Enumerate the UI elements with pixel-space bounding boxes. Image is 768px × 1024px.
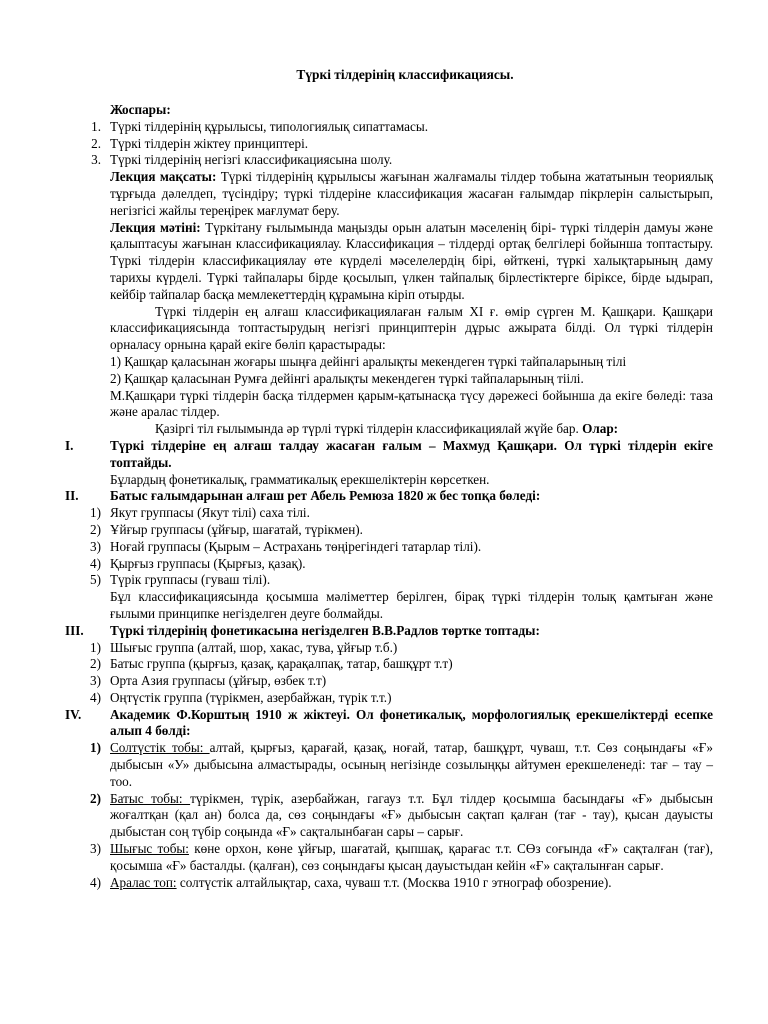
list-number: 2. [91, 135, 101, 151]
section-heading: Академик Ф.Корштың 1910 ж жіктеуі. Ол фонетикалық, морфологиялық ерекшеліктерді есепке алып 4 бөлді: [110, 706, 713, 739]
section-heading: Батыс ғалымдарынан алғаш рет Абель Ремюза 1820 ж бес топқа бөледі: [110, 488, 541, 504]
list-item [65, 152, 713, 169]
section-number: IV. [65, 706, 82, 722]
list-number: 2) [90, 790, 101, 806]
list-number: 2) [90, 656, 101, 672]
list-item [65, 556, 713, 573]
list-number: 4) [90, 874, 101, 890]
document-title: Түркі тілдерінің классификациясы. [296, 67, 514, 82]
list-number: 1) [90, 639, 101, 655]
list-text: Түркі тілдерін жіктеу принциптері. [110, 135, 309, 151]
list-text [110, 841, 713, 875]
goal-label: Лекция мақсаты: [110, 169, 217, 185]
list-text: Якут группасы (Якут тілі) саха тілі. [110, 505, 310, 521]
lecture-paragraph [110, 421, 713, 438]
lecture-point: 1) Қашқар қаласынан жоғары шыңға дейінгі аралықты мекендеген түркі тайпаларының тілі [110, 353, 627, 369]
list-text: Батыс группа (қырғыз, қазақ, қарақалпақ, татар, башқұрт т.т) [110, 656, 453, 672]
systems-intro: Қазіргі тіл ғылымында әр түрлі түркі тілдерін классификациялай жүйе бар. [155, 421, 583, 437]
list-item [65, 136, 713, 153]
group-text: солтүстік алтайлықтар, саха, чуваш т.т. (Москва 1910 г этнограф обозрение). [176, 874, 612, 890]
list-item [65, 791, 713, 841]
list-number: 5) [90, 572, 101, 588]
list-number: 4) [90, 555, 101, 571]
list-item [65, 505, 713, 522]
list-number: 1. [91, 118, 101, 134]
lecture-point: 2) Қашқар қаласынан Румға дейінгі аралықты мекендеген түркі тайпаларының тіілі. [110, 370, 584, 386]
lecture-goal [110, 169, 713, 219]
lecture-label: Лекция мәтіні: [110, 219, 201, 235]
document-body [65, 102, 713, 891]
list-item [65, 841, 713, 875]
systems-intro-bold: Олар: [582, 421, 619, 437]
list-text: Оңтүстік группа (түрікмен, азербайжан, түрік т.т.) [110, 689, 392, 705]
list-item [65, 656, 713, 673]
section-4 [65, 707, 713, 741]
list-text: Ноғай группасы (Қырым – Астрахань төңірегіндегі татарлар тілі). [110, 538, 482, 554]
section-number: III. [65, 622, 84, 638]
list-text: Түркі тілдерінің құрылысы, типологиялық сипаттамасы. [110, 118, 429, 134]
section-3 [65, 623, 713, 640]
plan-heading: Жоспары: [110, 102, 171, 117]
lecture-paragraph: М.Қашқари түркі тілдерін басқа тілдермен қарым-қатынасқа түсу дәрежесі бойынша да екіге бөледі: таза және аралас тілдер. [110, 387, 713, 420]
list-text: Орта Азия группасы (ұйғыр, өзбек т.т) [110, 673, 327, 689]
list-number: 3) [90, 841, 101, 857]
plan-list [65, 119, 713, 169]
section-1 [65, 438, 713, 472]
list-item [65, 875, 713, 892]
section-number: I. [65, 437, 74, 453]
list-text [110, 791, 713, 841]
group-text: көне орхон, көне ұйғыр, шағатай, қыпшақ, қарағас т.т. СӨз соғында «Ғ» сақталған (тағ), қосымша «Ғ» басталды. (қалған), сөз соңындағы қысаң дауыстыдан кейін «Ғ» сақталынған сарығ. [110, 841, 713, 873]
list-text [110, 740, 713, 790]
list-text: Түрік группасы (гуваш тілі). [110, 572, 271, 588]
lecture-intro: Түркітану ғылымында маңызды орын алатын мәселенің бірі- түркі тілдерін дамуы және қалыптасуы жағынан классификациялау. Классификация – тілдерді ортақ белгілері бойынша топтастыру. Түркі тілдерін классификациялау өте күрделі мәселелердің бірі, өйткені, түркі халықтарының даму тарихы күрделі. Түркі тайпалары бірде қосылып, үлкен тайпалық бірлестіктерге бірiксе, бірде ыдырап, кейбір тайпалар басқа мемлекеттердің құрамына кіріп отырды. [110, 219, 714, 302]
list-item [65, 690, 713, 707]
list-text [110, 875, 713, 892]
list-item [65, 640, 713, 657]
list-item [65, 673, 713, 690]
list-item [65, 539, 713, 556]
group-label: Солтүстік тобы: [110, 740, 210, 756]
list-text: Қырғыз группасы (Қырғыз, қазақ). [110, 555, 306, 571]
group-text: түрікмен, түрік, азербайжан, гагауз т.т. Бұл тілдер қосымша басындағы «Ғ» дыбысын жоғалтқан (қал ан) болса да, сөз соңындағы «Ғ» дыбысын сақтап қалған (тағ - тау), қысан дауысты дыбыстан соң түбір соңында «Ғ» сақталынбаған сары – сарығ. [110, 790, 713, 840]
list-number: 1) [90, 740, 101, 756]
list-text: Шығыс группа (алтай, шор, хакас, тува, ұйғыр т.б.) [110, 639, 398, 655]
list-item [65, 572, 713, 589]
list-item [65, 522, 713, 539]
section-note: Бұлардың фонетикалық, грамматикалық ерекшеліктерін көрсеткен. [110, 471, 490, 487]
list-number: 4) [90, 689, 101, 705]
list-item [65, 119, 713, 136]
group-label: Шығыс тобы: [110, 841, 189, 857]
list-number: 3) [90, 673, 101, 689]
section-heading: Түркі тілдеріне ең алғаш талдау жасаған ғалым – Махмуд Қашқари. Ол түркі тілдерін екігe топтайды. [110, 437, 713, 470]
lecture-paragraph: Түркі тілдерін ең алғаш классификациялаған ғалым XI ғ. өмір сүрген М. Қашқари. Қашқари классификациясында топтастырудың негізгі принциптерін дұрыс ажырата білді. Ол түркі тілдерін орналасу орнына қарай екіге бөліп қарастырады: [110, 303, 713, 353]
list-number: 3. [91, 152, 101, 168]
list-number: 3) [90, 538, 101, 554]
goal-text: Түркі тілдерінің құрылысы жағынан жалғамалы тілдер тобына жататынын теориялық тұрғыда дәлелдеп, түсіндіру; түркі тілдеріне классификация жасаған ғалымдар пікрлерін салыстырып, негізгісі жайлы тереңірек мағлумат беру. [110, 169, 713, 218]
section-2 [65, 488, 713, 505]
list-text: Түркі тілдерінің негізгі классификациясына шолу. [110, 152, 393, 168]
list-number: 1) [90, 505, 101, 521]
group-label: Батыс тобы: [110, 790, 191, 806]
group-label: Аралас топ: [110, 874, 177, 890]
section-heading: Түркі тілдерінің фонетикасына негізделген В.В.Радлов төртке топтады: [110, 622, 540, 638]
section-note: Бұл классификациясында қосымша мәліметтер берілген, бірақ түркі тілдерін толық қамтыған және ғылыми принципке негізделген деуге болмайды. [110, 589, 713, 621]
lecture-text [110, 220, 713, 304]
list-item [65, 740, 713, 790]
list-text: Ұйғыр группасы (ұйғыр, шағатай, түрікмен). [110, 521, 363, 537]
section-number: II. [65, 488, 79, 504]
group-text: алтай, қырғыз, қарағай, қазақ, ноғай, татар, башқұрт, чуваш, т.т. Сөз соңындағы «Ғ» дыбысын «У» дыбысына алмастырады, осының негізінде созылыңқы айтумен ерекшеленеді: тағ – тау – тоо. [110, 740, 713, 789]
list-number: 2) [90, 521, 101, 537]
